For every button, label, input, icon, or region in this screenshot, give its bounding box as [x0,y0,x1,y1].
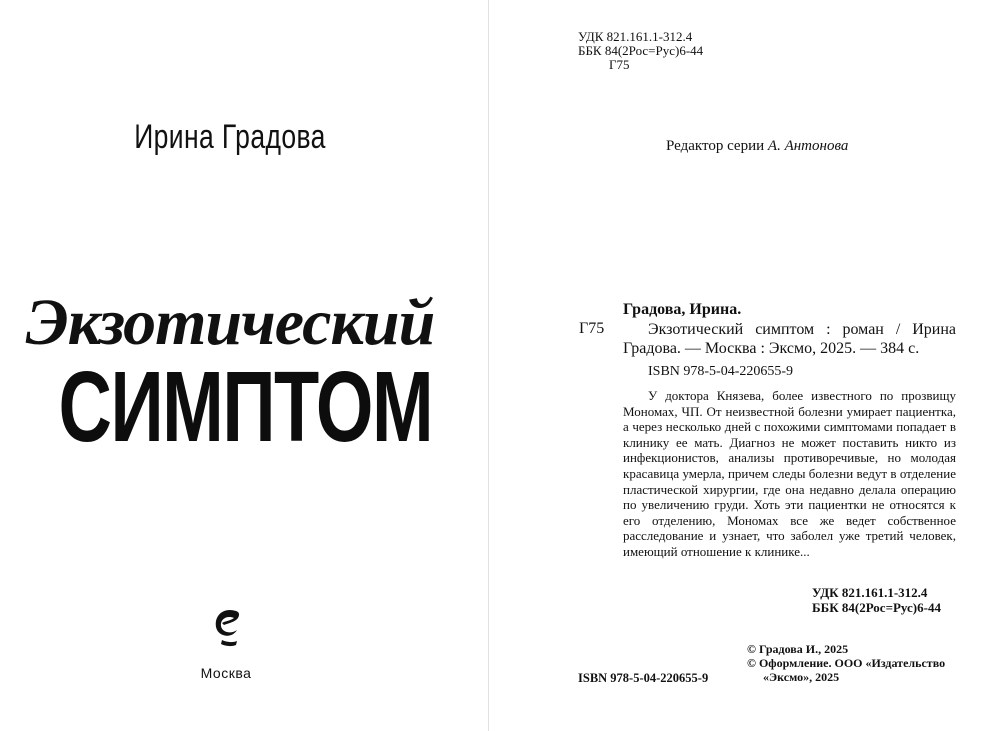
eksmo-logo-icon [210,606,242,648]
bbk-code: ББК 84(2Рос=Рус)6-44 [578,43,704,58]
classification-bottom [812,585,941,615]
series-editor [666,138,848,155]
copyright-design-cont: «Эксмо», 2025 [763,670,840,684]
book-title-line-1: Экзотический [25,286,435,359]
editor-label: Редактор серии [666,138,765,154]
bibliographic-author: Градова, Ирина. [623,301,742,318]
annotation: У доктора Князева, более известного по прозвищу Мономах, ЧП. От неизвестной болезни умирает пациентка, а через несколько дней с похожими симптомами попадает в клинику ее мать. Диагноз не может поставить никто из инфекционистов, анализы противоречивые, но молодая красавица умерла, причем следы болезни ведут в отделение пластической хирургии, где она недавно делала операцию по увеличению груди. Хоть эти пациентки не относятся к его отделению, Мономах все же ведет собственное расследование и узнает, что заболел уже третий человек, имеющий отношение к клинике... [623,388,956,559]
isbn: ISBN 978-5-04-220655-9 [578,671,709,685]
bibliographic-isbn: ISBN 978-5-04-220655-9 [648,364,794,379]
bibliographic-description: Экзотический симптом : роман / Ирина Градова. — Москва : Эксмо, 2025. — 384 с. [623,321,956,357]
copyright-design: © Оформление. ООО «Издательство [747,656,946,670]
author-name: Ирина Градова [134,118,326,156]
book-title-line-2: СИМПТОМ [58,351,433,463]
left-page [0,0,488,731]
bbk-code: ББК 84(2Рос=Рус)6-44 [812,600,941,615]
udk-code: УДК 821.161.1-312.4 [578,29,693,44]
classification-top [578,30,703,72]
copyright-author: © Градова И., 2025 [747,642,849,656]
bibliographic-code: Г75 [579,320,605,337]
page-divider [488,0,489,731]
author-mark: Г75 [609,57,630,72]
udk-code: УДК 821.161.1-312.4 [812,585,928,600]
publisher-city: Москва [200,665,252,681]
editor-name: А. Антонова [767,138,849,154]
copyright-block [747,642,945,684]
